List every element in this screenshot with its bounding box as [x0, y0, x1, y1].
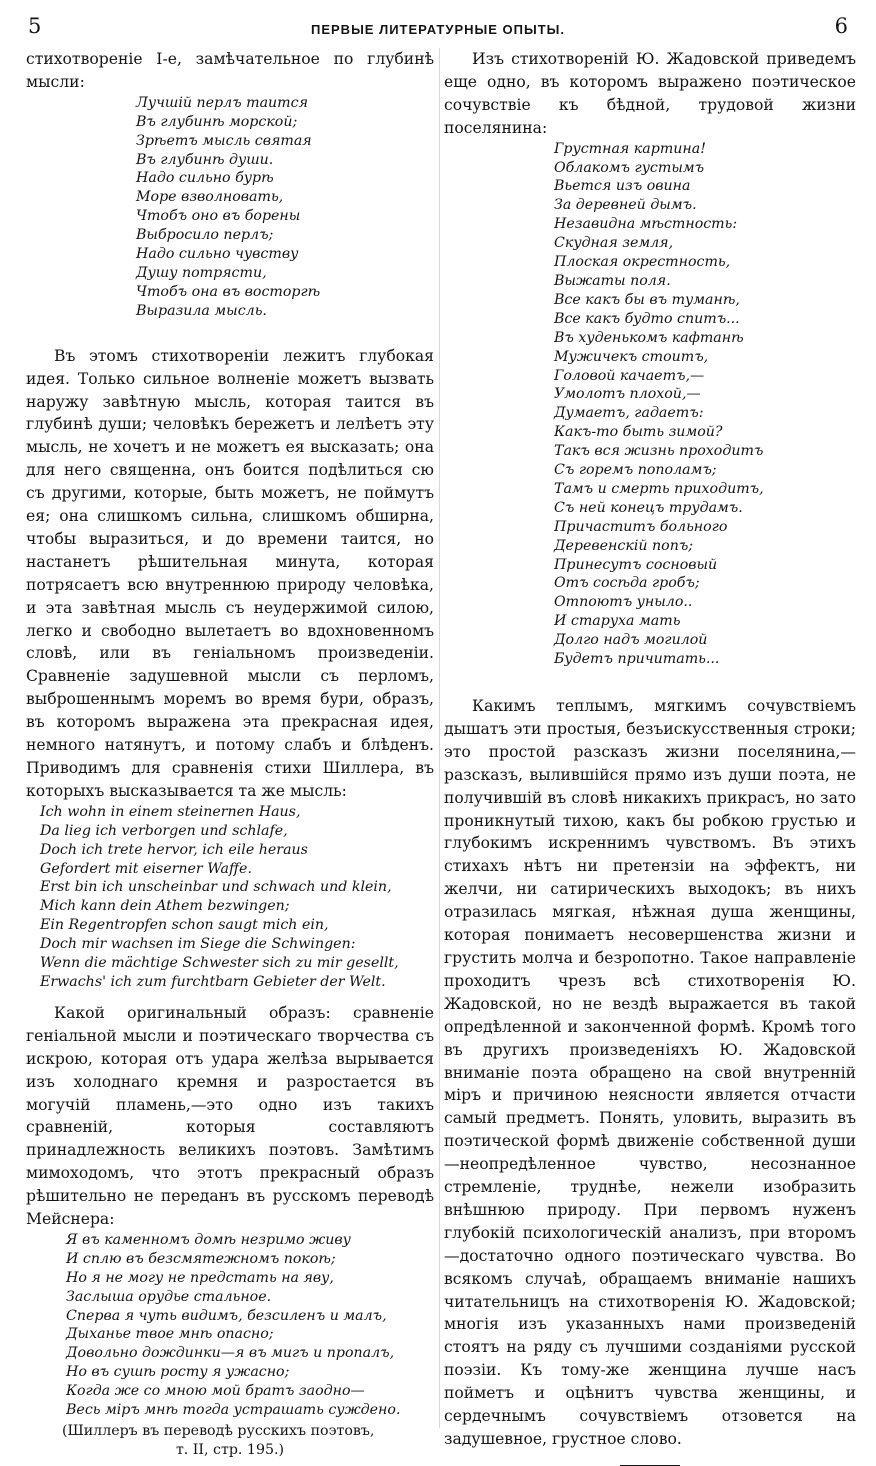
verse-line: Надо сильно чувству [136, 246, 299, 263]
page-number-right: 6 [834, 14, 848, 38]
verse-line: Ich wohn in einem steinernen Haus, [40, 803, 301, 820]
verse-line: Въ худенькомъ кафтанѣ [554, 329, 744, 346]
verse-line: Причаститъ больного [554, 518, 728, 535]
verse-line: Ein Regentropfen schon saugt mich ein, [40, 917, 329, 934]
verse-line: Вьется изъ овина [554, 178, 691, 195]
paragraph-zhadovskaya-analysis: Какимъ теплымъ, мягкимъ сочувствіемъ дышатъ эти простыя, безъискусственныя строки; это простой разсказъ жизни поселянина,—разсказъ, вылившійся прямо изъ души поэта, не получившій въ словѣ никакихъ прикрасъ, но зато проникнутый тихою, какъ бы робкою грустью и глубокимъ искреннимъ чувствомъ. Въ этихъ стихахъ нѣтъ ни претензіи на эффектъ, ни желчи, ни сатирическихъ выходокъ; въ нихъ отразилась мягкая, нѣжная душа женщины, которая понимаетъ несовершенства жизни и грустить молча и безропотно. Такое направленіе проходитъ чрезъ всѣ стихотворенія Ю. Жадовской, но не вездѣ выражается въ такой опредѣленной и законченной формѣ. Кромѣ того въ другихъ произведеніяхъ Ю. Жадовской вниманіе поэта обращено на свой внутренній міръ и причиною неясности является отчасти самый предметъ. Понять, уловить, выразить въ поэтической формѣ движеніе собственной души—неопредѣленное чувство, несознанное стремленіе, труднѣе, нежели изобразить внѣшнюю природу. При первомъ нуженъ глубокій психологическій анализъ, при второмъ—достаточно одного поэтическаго чувства. Во всякомъ случаѣ, обращаемъ вниманіе нашихъ читательницъ на стихотворенія Ю. Жадовской; многія изъ указанныхъ нами произведеній стоятъ на ряду съ лучшими созданіями русской поэзіи. Къ тому-же женщина лучше насъ пойметъ и оцѣнитъ чувства женщины, и сердечнымъ сочувствіемъ отзовется на задушевное, грустное слово. [444, 697, 856, 1448]
verse-line: Чтобъ оно въ борены [136, 208, 301, 225]
verse-line: Выбросило перлъ; [136, 227, 274, 244]
verse-line: Душу потрясти, [136, 264, 267, 281]
left-intro: стихотвореніе I-е, замѣчательное по глубинѣ мысли: [26, 50, 434, 91]
verse-line: Da lieg ich verborgen und schlafe, [40, 822, 288, 839]
left-column [26, 48, 434, 1460]
verse-line: Головой качаетъ,— [554, 367, 705, 384]
verse-line: Весь міръ мнѣ тогда устрашать суждено. [66, 1402, 401, 1419]
column-divider [439, 48, 440, 1428]
verse-line: Gefordert mit eiserner Waffe. [40, 860, 252, 877]
verse-line: Все какъ бы въ туманѣ, [554, 291, 740, 308]
verse-line: Doch mir wachsen im Siege die Schwingen: [40, 936, 356, 953]
verse-line: Заслыша орудье стальное. [66, 1288, 272, 1305]
verse-line: И старуха мать [554, 613, 681, 630]
verse-line: И сплю въ безсмятежномъ покоѣ; [66, 1250, 336, 1267]
verse-line: Принесутъ сосновый [554, 556, 718, 573]
verse-line: Въ глубинѣ души. [136, 151, 274, 168]
paragraph-schiller-comment: Какой оригинальный образъ: сравненіе геніальной мысли и поэтическаго творчества съ искрою, которая отъ удара желѣза вырывается изъ холоднаго кремня и разростается въ могучій пламень,—это одно изъ такихъ сравненій, которыя составляютъ принадлежность великихъ поэтовъ. Замѣтимъ мимоходомъ, что этотъ прекрасный образъ рѣшительно не переданъ въ русскомъ переводѣ Мейснера: [26, 1003, 434, 1229]
verse-line: Все какъ будто спитъ... [554, 310, 740, 327]
verse-line: Плоская окрестность, [554, 254, 731, 271]
citation [26, 1422, 434, 1460]
verse-line: Wenn die mächtige Schwester sich zu mir gesellt, [40, 955, 399, 972]
verse-line: Будетъ причитать... [554, 651, 720, 668]
poem-schiller-german [40, 803, 434, 992]
verse-line: Но въ сушѣ росту я ужасно; [66, 1364, 290, 1381]
verse-line: Думаетъ, гадаетъ: [554, 405, 704, 422]
verse-line: Erst bin ich unscheinbar und schwach und klein, [40, 879, 392, 896]
verse-line: Мужичекъ стоитъ, [554, 348, 709, 365]
verse-line: Деревенскій попъ; [554, 537, 694, 554]
citation-line: т. II, стр. 195.) [175, 1442, 285, 1458]
poem-zhadovskaya [554, 140, 856, 669]
verse-line: Выжаты поля. [554, 272, 671, 289]
right-intro: Изъ стихотвореній Ю. Жадовской приведемъ еще одно, въ которомъ выражено поэтическое сочувствіе къ бѣдной, трудовой жизни поселянина: [444, 50, 856, 137]
verse-line: Въ глубинѣ морской; [136, 113, 298, 130]
verse-line: Зрѣетъ мысль святая [136, 132, 312, 149]
verse-line: Скудная земля, [554, 235, 674, 252]
verse-line: Выразила мысль. [136, 302, 267, 319]
running-head: ПЕРВЫЕ ЛИТЕРАТУРНЫЕ ОПЫТЫ. [311, 22, 565, 37]
verse-line: Отпоютъ уныло.. [554, 594, 693, 611]
verse-line: Тамъ и смерть приходитъ, [554, 480, 764, 497]
verse-line: Но я не могу не предстать на яву, [66, 1269, 334, 1286]
page-header [0, 14, 876, 44]
verse-line: Долго надъ могилой [554, 632, 708, 649]
poem-pearl [136, 94, 434, 321]
verse-line: Отъ сосѣда гробъ; [554, 575, 700, 592]
page-number-left: 5 [28, 14, 42, 38]
verse-line: Умолотъ плохой,— [554, 386, 701, 403]
verse-line: Съ горемъ пополамъ; [554, 462, 717, 479]
right-column [444, 48, 856, 1466]
verse-line: Лучшій перлъ таится [136, 94, 308, 111]
verse-line: Erwachs' ich zum furchtbarn Gebieter der Welt. [40, 973, 386, 990]
citation-line: (Шиллеръ въ переводѣ русскихъ поэтовъ, [62, 1423, 375, 1439]
verse-line: За деревней дымъ. [554, 197, 697, 214]
verse-line: Незавидна мѣстность: [554, 216, 738, 233]
verse-line: Дыханье твое мнѣ опасно; [66, 1326, 274, 1343]
verse-line: Чтобъ она въ восторгѣ [136, 283, 321, 300]
verse-line: Такъ вся жизнь проходитъ [554, 443, 764, 460]
verse-line: Сперва я чуть видимъ, безсиленъ и малъ, [66, 1307, 387, 1324]
verse-line: Какъ-то быть зимой? [554, 424, 723, 441]
verse-line: Надо сильно бурѣ [136, 170, 274, 187]
verse-line: Mich kann dein Athem bezwingen; [40, 898, 290, 915]
verse-line: Грустная картина! [554, 140, 706, 157]
verse-line: Когда же со мною мой братъ заодно— [66, 1383, 365, 1400]
verse-line: Я въ каменномъ домѣ незримо живу [66, 1231, 351, 1248]
verse-line: Doch ich trete hervor, ich eile heraus [40, 841, 308, 858]
poem-schiller-russian [66, 1231, 434, 1420]
paragraph-pearl-analysis: Въ этомъ стихотвореніи лежитъ глубокая идея. Только сильное волненіе можетъ вызвать наружу завѣтную мысль, которая таится въ глубинѣ души; человѣкъ бережетъ и лелѣетъ эту мысль, не хочетъ и не можетъ ея высказать; она для него священна, онъ боится подѣлиться сю съ другими, которые, быть можетъ, не поймутъ ея; она слишкомъ сильна, слишкомъ обширна, чтобы выразиться, и до времени таится, но настанетъ рѣшительная минута, которая потрясаетъ всю внутреннюю природу человѣка, и эта завѣтная мысль съ неудержимой силою, легко и свободно вылетаетъ во вдохновенномъ словѣ, или въ геніальномъ произведеніи. Сравненіе задушевной мысли съ перломъ, выброшеннымъ моремъ во время бури, образъ, въ которомъ выражена эта прекрасная идея, немного натянутъ, и потому слабъ и блѣденъ. Приводимъ для сравненія стихи Шиллера, въ которыхъ высказывается та же мысль: [26, 346, 434, 800]
verse-line: Море взволновать, [136, 189, 284, 206]
verse-line: Облакомъ густымъ [554, 159, 705, 176]
verse-line: Довольно дождинки—я въ мигъ и пропалъ, [66, 1345, 395, 1362]
verse-line: Съ ней конецъ трудамъ. [554, 499, 743, 516]
